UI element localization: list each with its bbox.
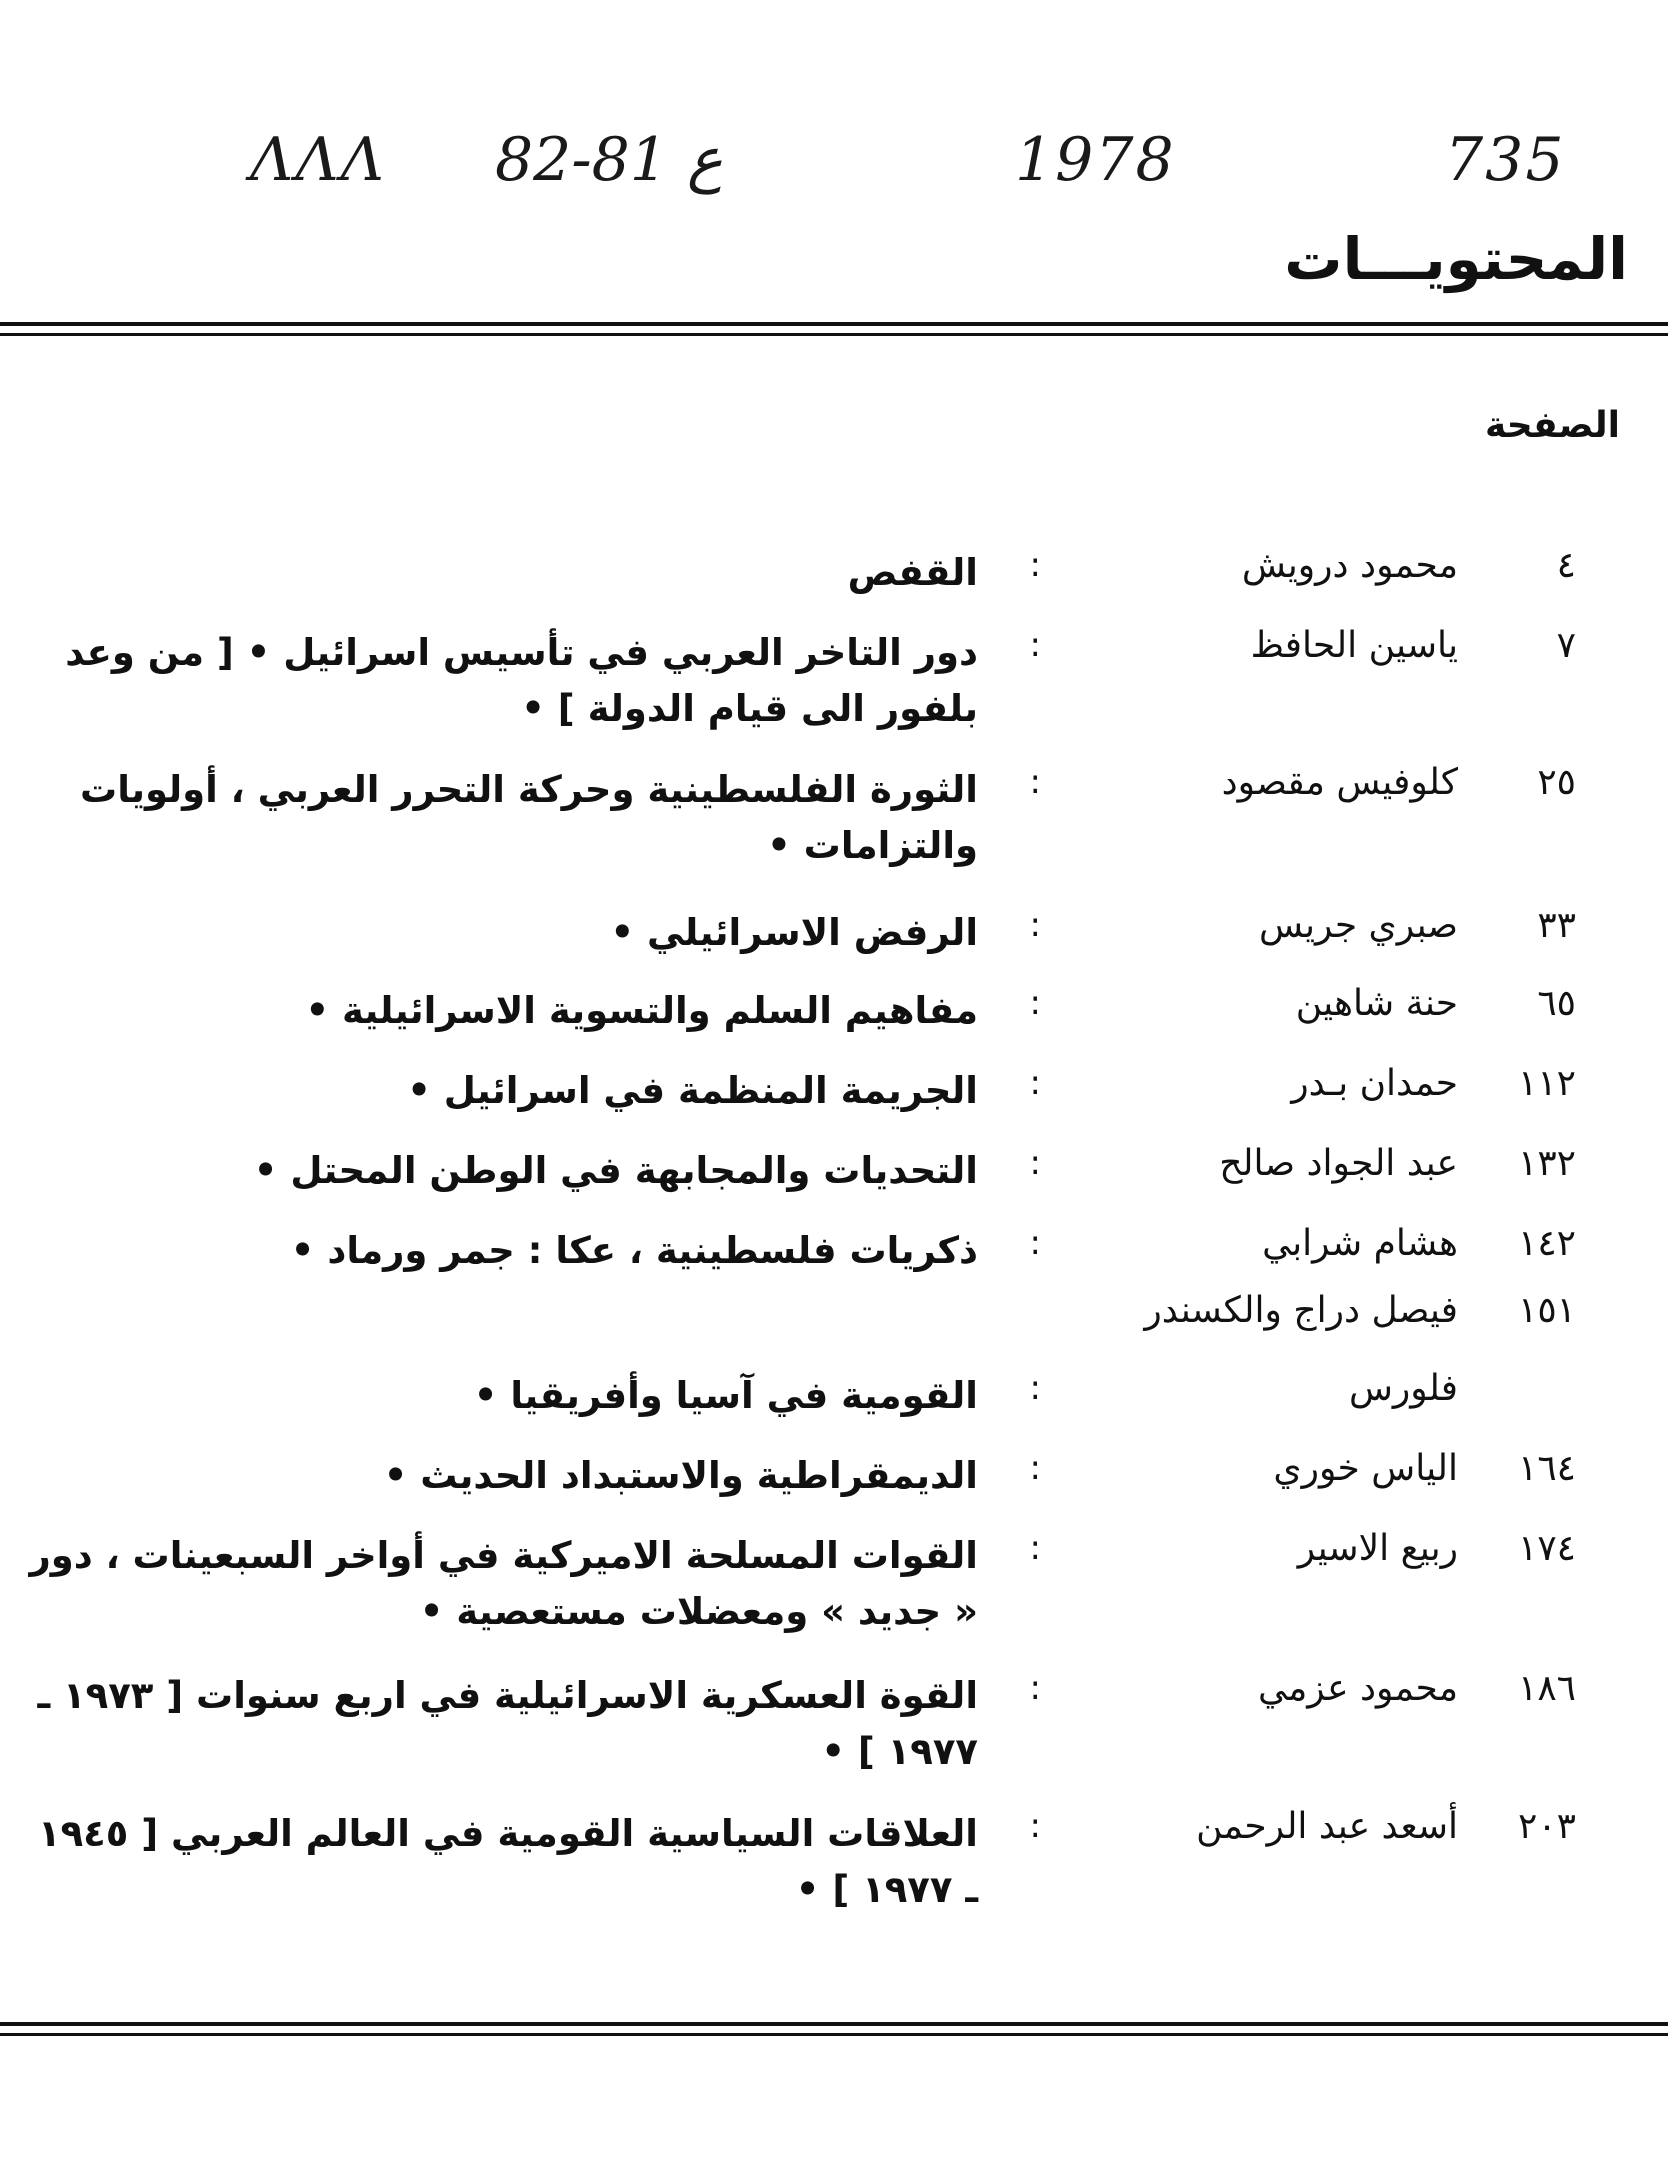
entry-title: مفاهيم السلم والتسوية الاسرائيلية •	[305, 989, 978, 1032]
separator-colon: :	[1029, 625, 1041, 665]
separator-colon: :	[1029, 905, 1041, 945]
entry-title: القوات المسلحة الاميركية في أواخر السبعينات ، دور « جديد » ومعضلات مستعصية •	[29, 1534, 978, 1633]
entry-author: كلوفيس مقصود	[1221, 762, 1458, 803]
entry-page: ٣٣	[1537, 905, 1576, 946]
entry-title: القومية في آسيا وأفريقيا •	[473, 1374, 978, 1417]
entry-page: ١٥١	[1517, 1290, 1576, 1331]
entry-author: محمود عزمي	[1257, 1668, 1458, 1709]
entry-author: صبري جريس	[1259, 905, 1458, 946]
entry-author: حمدان بـدر	[1291, 1063, 1458, 1104]
entry-page: ١٧٤	[1517, 1528, 1576, 1569]
entry-title: التحديات والمجابهة في الوطن المحتل •	[253, 1149, 978, 1192]
entry-author: حنة شاهين	[1295, 983, 1458, 1024]
separator-colon: :	[1029, 1143, 1041, 1183]
entry-page: ٤	[1556, 545, 1576, 586]
entry-page: ٢٥	[1537, 762, 1576, 803]
entry-author: ياسين الحافظ	[1250, 625, 1458, 666]
entry-page: ١٣٢	[1517, 1143, 1576, 1184]
handwritten-mark-number: 735	[1445, 125, 1566, 195]
separator-colon: :	[1029, 1528, 1041, 1568]
entry-author: عبد الجواد صالح	[1219, 1143, 1458, 1184]
entry-page: ٧	[1556, 625, 1576, 666]
entry-author: فلورس	[1348, 1368, 1458, 1409]
entry-title: القوة العسكرية الاسرائيلية في اربع سنوات [ ١٩٧٣ ـ ١٩٧٧ ] •	[37, 1674, 978, 1773]
entry-title: الثورة الفلسطينية وحركة التحرر العربي ، أولويات والتزامات •	[80, 768, 978, 867]
separator-colon: :	[1029, 762, 1041, 802]
entry-page: ٢٠٣	[1517, 1806, 1576, 1847]
entry-page: ١٤٢	[1517, 1223, 1576, 1264]
separator-colon: :	[1029, 1063, 1041, 1103]
entry-title: الديمقراطية والاستبداد الحديث •	[383, 1454, 978, 1497]
entry-author: فيصل دراج والكسندر	[1144, 1290, 1458, 1331]
separator-colon: :	[1029, 983, 1041, 1023]
entry-page: ٦٥	[1537, 983, 1576, 1024]
handwritten-mark-left: ΛΛΛ	[250, 125, 386, 195]
separator-colon: :	[1029, 1668, 1041, 1708]
entry-author: محمود درويش	[1241, 545, 1458, 586]
entry-author: الياس خوري	[1273, 1448, 1458, 1489]
entry-page: ١٦٤	[1517, 1448, 1576, 1489]
entry-title: القفص	[847, 551, 978, 594]
entry-author: هشام شرابي	[1262, 1223, 1458, 1264]
separator-colon: :	[1029, 1806, 1041, 1846]
entry-title: العلاقات السياسية القومية في العالم العربي [ ١٩٤٥ ـ ١٩٧٧ ] •	[37, 1812, 978, 1911]
separator-colon: :	[1029, 1368, 1041, 1408]
entry-title: دور التاخر العربي في تأسيس اسرائيل • [ من وعد بلفور الى قيام الدولة ] •	[65, 631, 978, 730]
top-double-rule	[0, 322, 1668, 336]
page-title: المحتويـــات	[1284, 225, 1628, 293]
separator-colon: :	[1029, 1448, 1041, 1488]
handwritten-mark-year: 1978	[1015, 125, 1176, 195]
entry-title: ذكريات فلسطينية ، عكا : جمر ورماد •	[290, 1229, 978, 1272]
bottom-double-rule	[0, 2022, 1668, 2036]
entry-title: الرفض الاسرائيلي •	[610, 911, 978, 954]
entry-author: ربيع الاسير	[1297, 1528, 1458, 1569]
separator-colon: :	[1029, 1223, 1041, 1263]
page-column-label: الصفحة	[1484, 405, 1620, 446]
entry-title: الجريمة المنظمة في اسرائيل •	[407, 1069, 978, 1112]
entry-page: ١٨٦	[1517, 1668, 1576, 1709]
entry-page: ١١٢	[1517, 1063, 1576, 1104]
entry-author: أسعد عبد الرحمن	[1196, 1806, 1458, 1847]
separator-colon: :	[1029, 545, 1041, 585]
handwritten-mark-pages: 82-81 ع	[495, 125, 723, 195]
